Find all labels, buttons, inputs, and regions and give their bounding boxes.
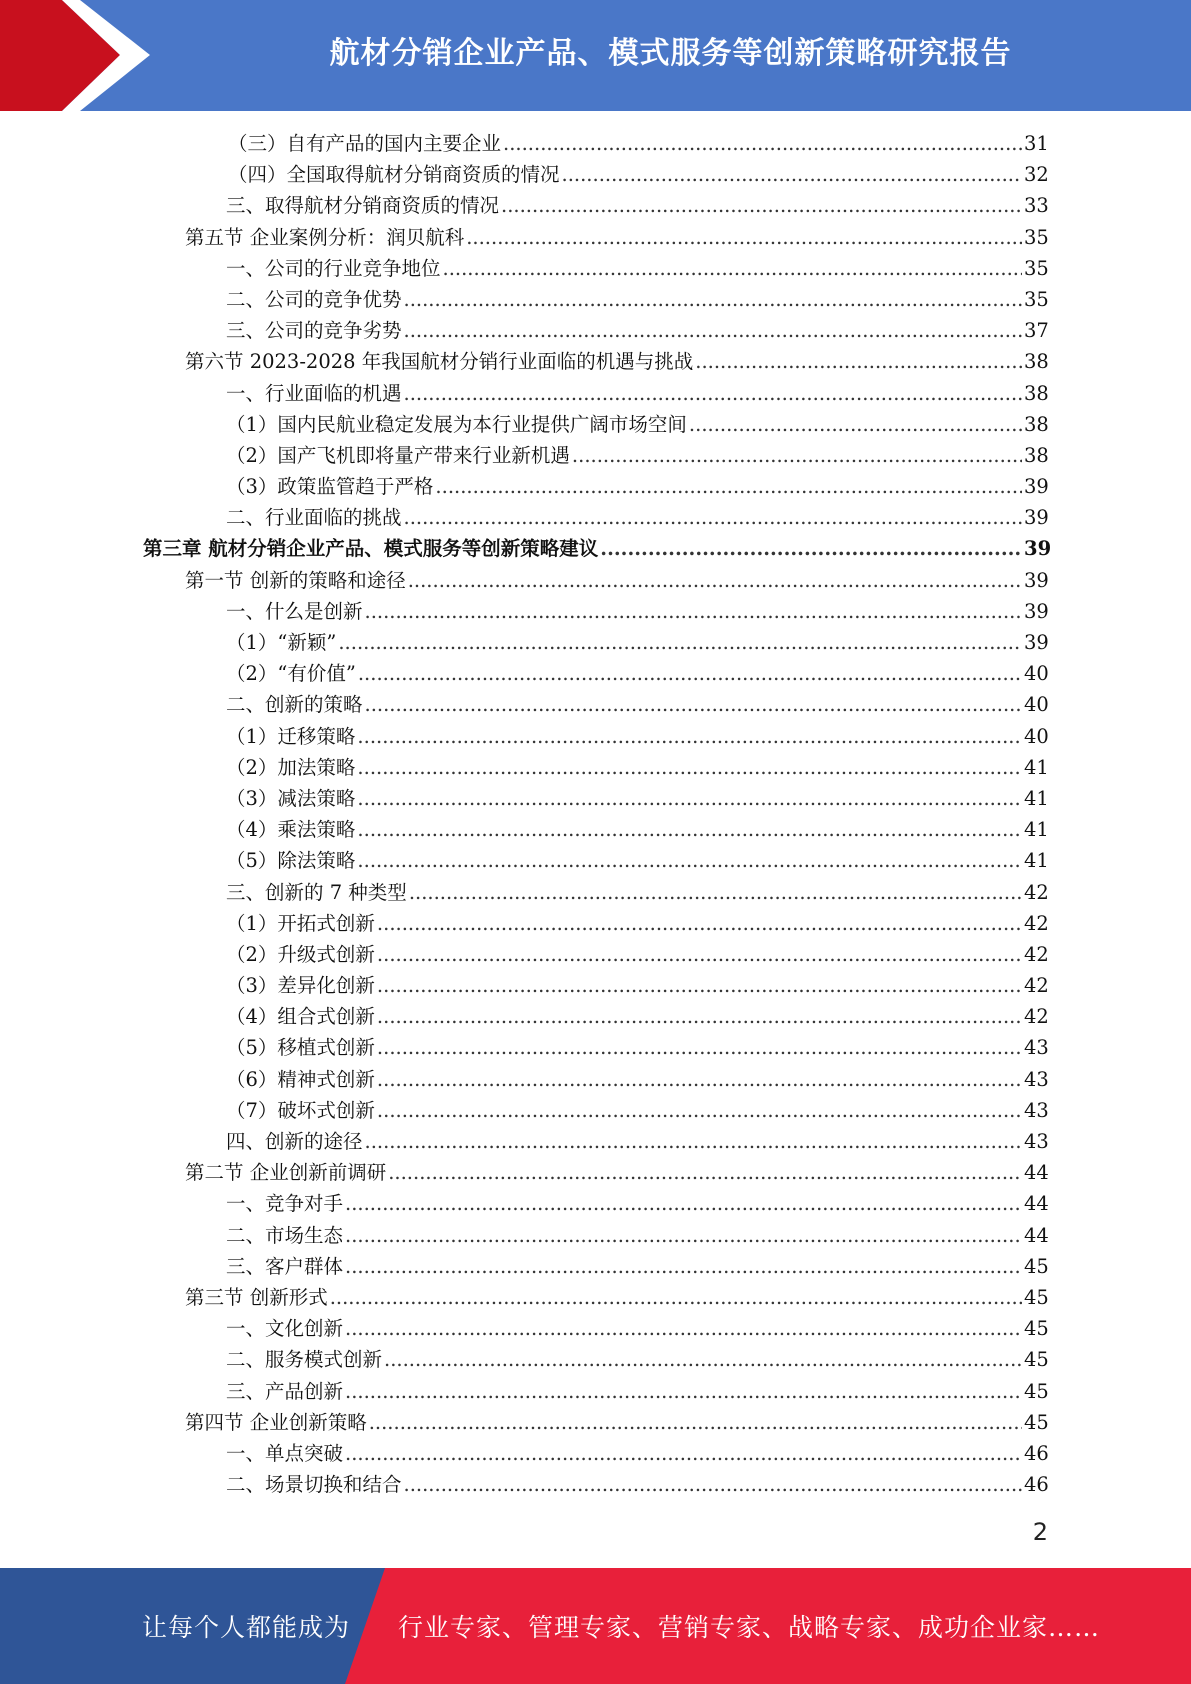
toc-entry[interactable] — [0, 939, 1191, 970]
toc-dot-leader — [503, 128, 1022, 159]
toc-dot-leader — [404, 378, 1022, 409]
toc-entry-label: 二、市场生态 — [226, 1223, 344, 1247]
toc-entry-label: （2）加法策略 — [226, 755, 356, 779]
toc-dot-leader — [377, 908, 1022, 939]
toc-entry-label: （3）政策监管趋于严格 — [226, 475, 434, 499]
toc-entry[interactable] — [0, 1469, 1191, 1500]
toc-dot-leader — [377, 1032, 1022, 1063]
toc-entry[interactable] — [0, 627, 1191, 658]
toc-entry-page: 41 — [1024, 786, 1049, 810]
toc-dot-leader — [365, 1126, 1022, 1157]
toc-entry-page: 31 — [1024, 132, 1049, 155]
toc-entry-page: 32 — [1024, 163, 1049, 187]
toc-entry-page: 43 — [1024, 1036, 1049, 1060]
toc-entry-label: （5）移植式创新 — [226, 1036, 375, 1060]
toc-entry-page: 41 — [1024, 755, 1049, 779]
toc-entry-page: 39 — [1024, 537, 1052, 561]
toc-entry-label: （2）升级式创新 — [226, 942, 375, 966]
toc-entry-page: 42 — [1024, 911, 1049, 935]
toc-entry[interactable] — [0, 1251, 1191, 1282]
toc-entry-label: 一、单点突破 — [226, 1441, 344, 1465]
toc-entry-label: （1）迁移策略 — [226, 724, 356, 748]
toc-entry-page: 41 — [1024, 818, 1049, 842]
toc-entry-label: （4）组合式创新 — [226, 1005, 375, 1029]
toc-entry[interactable] — [0, 814, 1191, 845]
toc-entry-page: 42 — [1024, 942, 1049, 966]
toc-entry-page: 40 — [1024, 693, 1049, 717]
toc-dot-leader — [377, 970, 1022, 1001]
toc-entry-label: 二、场景切换和结合 — [226, 1473, 402, 1497]
toc-entry[interactable] — [0, 689, 1191, 720]
toc-entry-label: 二、公司的竞争优势 — [226, 287, 402, 311]
toc-entry-label: 三、产品创新 — [226, 1379, 344, 1403]
toc-dot-leader — [562, 159, 1022, 190]
toc-entry-label: 三、取得航材分销商资质的情况 — [226, 194, 500, 218]
toc-entry-label: 一、什么是创新 — [226, 599, 363, 623]
toc-entry-page: 43 — [1024, 1098, 1049, 1122]
toc-entry[interactable] — [0, 159, 1191, 190]
toc-dot-leader — [377, 1001, 1022, 1032]
toc-entry-label: 一、竞争对手 — [226, 1192, 344, 1216]
toc-entry-page: 39 — [1024, 568, 1049, 592]
toc-dot-leader — [330, 1282, 1022, 1313]
toc-entry-label: 一、文化创新 — [226, 1317, 344, 1341]
toc-entry[interactable] — [0, 1282, 1191, 1313]
toc-entry-page: 35 — [1024, 256, 1049, 280]
report-title: 航材分销企业产品、模式服务等创新策略研究报告 — [329, 36, 1012, 71]
table-of-contents — [0, 128, 1191, 1500]
toc-entry[interactable] — [0, 1313, 1191, 1344]
toc-dot-leader — [357, 845, 1022, 876]
toc-entry-label: 四、创新的途径 — [226, 1130, 363, 1153]
toc-entry-page: 41 — [1024, 849, 1049, 873]
toc-dot-leader — [404, 284, 1022, 315]
toc-entry[interactable] — [0, 1126, 1191, 1157]
toc-dot-leader — [404, 1469, 1022, 1500]
toc-dot-leader — [404, 502, 1022, 533]
toc-entry[interactable] — [0, 596, 1191, 627]
toc-entry-label: 一、行业面临的机遇 — [226, 381, 402, 405]
toc-dot-leader — [357, 721, 1022, 752]
toc-entry-page: 45 — [1024, 1254, 1049, 1278]
toc-dot-leader — [345, 1313, 1022, 1344]
toc-entry-page: 46 — [1024, 1441, 1049, 1465]
toc-entry-label: 二、创新的策略 — [226, 693, 363, 717]
toc-entry[interactable] — [0, 970, 1191, 1001]
toc-entry[interactable] — [0, 721, 1191, 752]
toc-entry[interactable] — [0, 1220, 1191, 1251]
toc-dot-leader — [358, 658, 1022, 689]
toc-entry[interactable] — [0, 1001, 1191, 1032]
toc-entry-label: （7）破坏式创新 — [226, 1098, 375, 1122]
toc-entry[interactable] — [0, 471, 1191, 502]
toc-entry[interactable] — [0, 1344, 1191, 1375]
toc-entry-page: 43 — [1024, 1130, 1049, 1153]
toc-entry-page: 35 — [1024, 225, 1049, 249]
toc-entry[interactable] — [0, 1157, 1191, 1188]
toc-entry-label: （6）精神式创新 — [226, 1067, 375, 1091]
toc-dot-leader — [408, 565, 1022, 596]
toc-entry-page: 46 — [1024, 1473, 1049, 1497]
toc-dot-leader — [338, 627, 1022, 658]
toc-dot-leader — [501, 190, 1022, 221]
toc-entry-label: 第三章 航材分销企业产品、模式服务等创新策略建议 — [143, 537, 599, 561]
toc-entry[interactable] — [0, 1438, 1191, 1469]
toc-dot-leader — [466, 222, 1022, 253]
toc-entry-label: 第一节 创新的策略和途径 — [185, 568, 406, 592]
toc-entry-label: （4）乘法策略 — [226, 818, 356, 842]
toc-dot-leader — [357, 752, 1022, 783]
toc-entry-label: 三、客户群体 — [226, 1254, 344, 1278]
toc-entry[interactable] — [0, 1407, 1191, 1438]
toc-dot-leader — [345, 1438, 1022, 1469]
toc-dot-leader — [357, 814, 1022, 845]
toc-entry-page: 44 — [1024, 1192, 1049, 1216]
toc-entry-page: 38 — [1024, 350, 1049, 374]
toc-entry-page: 45 — [1024, 1285, 1049, 1309]
toc-entry[interactable] — [0, 502, 1191, 533]
toc-entry-page: 39 — [1024, 506, 1049, 530]
footer-slogan-left: 让每个人都能成为 — [142, 1613, 351, 1642]
toc-entry-label: （2）“有价值” — [226, 662, 356, 686]
toc-dot-leader — [443, 253, 1022, 284]
toc-entry-page: 45 — [1024, 1379, 1049, 1403]
toc-dot-leader — [345, 1376, 1022, 1407]
toc-entry-label: 三、创新的 7 种类型 — [226, 880, 407, 904]
toc-entry-page: 38 — [1024, 443, 1049, 467]
toc-entry-page: 44 — [1024, 1161, 1049, 1185]
toc-entry[interactable] — [0, 409, 1191, 440]
toc-entry[interactable] — [0, 346, 1191, 377]
toc-entry-page: 39 — [1024, 631, 1049, 654]
toc-entry[interactable] — [0, 1064, 1191, 1095]
toc-dot-leader — [345, 1220, 1022, 1251]
toc-entry[interactable] — [0, 284, 1191, 315]
toc-entry[interactable] — [0, 1032, 1191, 1063]
toc-dot-leader — [600, 533, 1022, 564]
toc-entry-label: 第二节 企业创新前调研 — [185, 1161, 387, 1185]
footer-slogan-right: 行业专家、管理专家、营销专家、战略专家、成功企业家…… — [398, 1613, 1101, 1642]
toc-entry-page: 40 — [1024, 724, 1049, 748]
toc-entry[interactable] — [0, 1095, 1191, 1126]
toc-entry-label: （3）差异化创新 — [226, 974, 375, 998]
toc-entry-label: 第五节 企业案例分析：润贝航科 — [185, 225, 465, 249]
toc-entry[interactable] — [0, 908, 1191, 939]
toc-dot-leader — [409, 877, 1022, 908]
toc-dot-leader — [384, 1344, 1022, 1375]
toc-entry-label: 二、行业面临的挑战 — [226, 506, 402, 530]
toc-entry-label: 三、公司的竞争劣势 — [226, 319, 402, 343]
toc-dot-leader — [377, 1095, 1022, 1126]
toc-entry[interactable] — [0, 783, 1191, 814]
toc-entry[interactable] — [0, 752, 1191, 783]
toc-entry[interactable] — [0, 253, 1191, 284]
toc-entry-page: 45 — [1024, 1317, 1049, 1341]
toc-entry-label: 一、公司的行业竞争地位 — [226, 256, 441, 280]
toc-dot-leader — [377, 1064, 1022, 1095]
toc-entry-page: 42 — [1024, 974, 1049, 998]
toc-dot-leader — [365, 596, 1022, 627]
toc-entry[interactable] — [0, 1376, 1191, 1407]
toc-entry-label: （2）国产飞机即将量产带来行业新机遇 — [226, 443, 570, 467]
toc-dot-leader — [388, 1157, 1022, 1188]
toc-entry-page: 33 — [1024, 194, 1049, 218]
toc-entry[interactable] — [0, 565, 1191, 596]
toc-entry[interactable] — [0, 128, 1191, 159]
toc-entry[interactable] — [0, 378, 1191, 409]
toc-entry-label: （1）“新颖” — [226, 631, 337, 654]
toc-dot-leader — [345, 1188, 1022, 1219]
toc-entry-page: 44 — [1024, 1223, 1049, 1247]
page-number: 2 — [1032, 1518, 1048, 1546]
toc-entry[interactable] — [0, 222, 1191, 253]
toc-dot-leader — [357, 783, 1022, 814]
toc-entry-page: 42 — [1024, 880, 1049, 904]
toc-entry-page: 38 — [1024, 412, 1049, 436]
toc-entry-page: 35 — [1024, 287, 1049, 311]
toc-entry-page: 39 — [1024, 599, 1049, 623]
toc-dot-leader — [435, 471, 1022, 502]
toc-entry-page: 39 — [1024, 475, 1049, 499]
toc-dot-leader — [689, 409, 1022, 440]
toc-entry[interactable] — [0, 440, 1191, 471]
toc-entry-label: （三）自有产品的国内主要企业 — [228, 132, 502, 155]
toc-entry[interactable] — [0, 877, 1191, 908]
toc-entry-label: （1）开拓式创新 — [226, 911, 375, 935]
toc-dot-leader — [377, 939, 1022, 970]
toc-entry-page: 42 — [1024, 1005, 1049, 1029]
toc-dot-leader — [345, 1251, 1022, 1282]
toc-entry-page: 45 — [1024, 1348, 1049, 1372]
toc-dot-leader — [572, 440, 1022, 471]
toc-entry-label: （3）减法策略 — [226, 786, 356, 810]
toc-entry-label: 第六节 2023-2028 年我国航材分销行业面临的机遇与挑战 — [185, 350, 694, 374]
page-header — [0, 0, 1191, 111]
toc-entry-label: （1）国内民航业稳定发展为本行业提供广阔市场空间 — [226, 412, 687, 436]
toc-entry[interactable] — [0, 315, 1191, 346]
toc-entry[interactable] — [0, 658, 1191, 689]
toc-dot-leader — [365, 689, 1022, 720]
toc-entry-page: 45 — [1024, 1410, 1049, 1434]
toc-chapter-entry[interactable] — [0, 533, 1191, 564]
toc-entry[interactable] — [0, 190, 1191, 221]
toc-entry-page: 38 — [1024, 381, 1049, 405]
toc-entry-label: （5）除法策略 — [226, 849, 356, 873]
toc-entry[interactable] — [0, 845, 1191, 876]
toc-entry-label: 二、服务模式创新 — [226, 1348, 383, 1372]
page-footer — [0, 1568, 1191, 1684]
toc-entry-page: 43 — [1024, 1067, 1049, 1091]
toc-dot-leader — [369, 1407, 1022, 1438]
toc-dot-leader — [404, 315, 1022, 346]
toc-entry[interactable] — [0, 1188, 1191, 1219]
toc-entry-label: （四）全国取得航材分销商资质的情况 — [228, 163, 560, 187]
toc-dot-leader — [695, 346, 1022, 377]
toc-entry-page: 37 — [1024, 319, 1049, 343]
toc-entry-page: 40 — [1024, 662, 1049, 686]
toc-entry-label: 第三节 创新形式 — [185, 1285, 328, 1309]
toc-entry-label: 第四节 企业创新策略 — [185, 1410, 367, 1434]
